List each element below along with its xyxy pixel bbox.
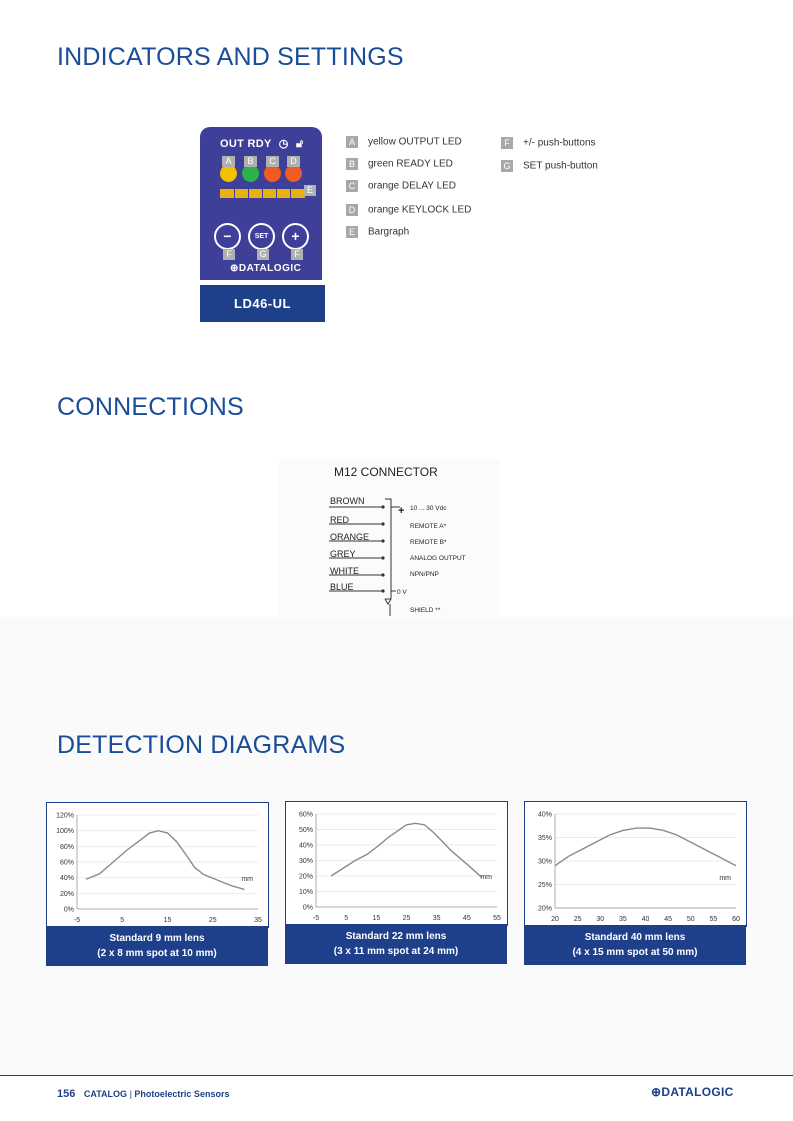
y-tick-label: 0% [63,906,74,914]
x-tick-label: 55 [709,916,718,923]
legend-item: E Bargraph [346,226,409,238]
x-tick-label: 15 [372,915,381,922]
wire-red: RED [330,515,350,525]
x-tick-label: 5 [120,917,125,924]
wire-grey: GREY [330,549,356,559]
datalogic-mark-icon: ⊕ [230,263,239,274]
section-title-indicators: INDICATORS AND SETTINGS [57,43,404,71]
desc-0v: 0 V [397,589,407,596]
x-tick-label: 35 [432,915,441,922]
desc-npn-pnp: NPN/PNP [410,571,439,578]
y-tick-label: 30% [298,858,313,865]
model-label: LD46-UL [200,285,325,322]
bargraph-label: E [304,185,316,196]
wire-brown: BROWN [330,496,365,506]
y-tick-label: 30% [537,858,552,866]
led-label-b: B [244,156,257,167]
x-tick-label: -5 [312,915,320,922]
chart-caption-9mm: Standard 9 mm lens (2 x 8 mm spot at 10 mm) [46,926,268,966]
page-number: 156 [57,1088,76,1100]
x-tick-label: 35 [618,916,627,923]
unit-label: mm [241,876,253,883]
x-tick-label: 45 [664,916,673,923]
footer-separator: | [129,1089,132,1099]
y-tick-label: 40% [298,842,313,850]
detection-curve [555,828,736,866]
x-tick-label: 50 [686,916,695,923]
y-tick-label: 10% [298,889,313,896]
y-tick-label: 0% [302,904,313,912]
y-tick-label: 100% [56,828,74,836]
wire-orange: ORANGE [330,532,370,542]
led-b [242,165,259,182]
y-tick-label: 40% [59,875,74,883]
y-tick-label: 25% [537,882,552,889]
y-tick-label: 120% [56,812,74,820]
x-tick-label: 5 [344,915,349,922]
section-title-detection: DETECTION DIAGRAMS [57,731,346,759]
legend-item: G SET push-button [501,160,598,172]
desc-shield: SHIELD ** [410,607,441,614]
x-tick-label: 25 [208,917,217,924]
detection-chart-9mm [46,802,269,928]
x-tick-label: 55 [493,915,501,922]
legend-item: B green READY LED [346,158,453,170]
m12-connector-diagram [279,459,500,616]
desc-remote-a: REMOTE A* [410,523,447,530]
legend-item: F +/- push-buttons [501,137,596,149]
legend-item: D orange KEYLOCK LED [346,204,471,216]
x-tick-label: 25 [573,916,582,923]
footer-section: Photoelectric Sensors [134,1089,230,1099]
led-a [220,165,237,182]
chart-svg [286,802,507,925]
desc-remote-b: REMOTE B* [410,539,447,546]
connector-wiring-svg [279,459,500,616]
chart-caption-22mm: Standard 22 mm lens (3 x 11 mm spot at 24 mm) [285,924,507,964]
button-label-set: G [257,249,269,260]
y-tick-label: 50% [298,827,313,834]
legend-item: C orange DELAY LED [346,180,456,192]
unit-label: mm [480,874,492,881]
desc-analog: ANALOG OUTPUT [410,555,466,562]
y-tick-label: 80% [59,843,74,851]
x-tick-label: 25 [402,915,411,922]
wire-white: WHITE [330,566,359,576]
x-tick-label: 15 [163,917,172,924]
x-tick-label: 30 [596,916,605,923]
button-label-minus: F [223,249,235,260]
detection-curve [86,831,244,890]
x-tick-label: 40 [641,916,650,923]
y-tick-label: 20% [537,905,552,913]
datalogic-logo-icon: ⊕ [651,1085,662,1099]
detection-curve [331,823,482,877]
x-tick-label: 20 [551,916,559,923]
device-top-labels: OUT RDY [220,138,272,150]
connector-title: M12 CONNECTOR [334,465,438,479]
chart-svg [525,802,746,926]
set-button: SET [248,223,275,250]
device-brand: DATALOGIC [238,263,302,274]
clock-icon: ◷ [278,138,289,150]
detection-chart-22mm [285,801,508,926]
plus-button: + [282,223,309,250]
desc-supply: 10 ... 30 Vdc [410,505,447,512]
lock-icon: 🔓︎ [296,138,304,150]
plus-sign: + [398,505,405,517]
x-tick-label: -5 [73,917,81,924]
footer-logo: ⊕DATALOGIC [651,1085,734,1099]
x-tick-label: 60 [732,916,740,923]
x-tick-label: 35 [254,917,262,924]
unit-label: mm [719,875,731,882]
y-tick-label: 60% [298,811,313,819]
led-d [285,165,302,182]
y-tick-label: 60% [59,859,74,867]
y-tick-label: 35% [537,835,552,842]
legend-item: A yellow OUTPUT LED [346,136,462,148]
chart-svg [47,803,268,927]
footer-rule [0,1075,793,1076]
minus-button: − [214,223,241,250]
footer [57,1088,229,1100]
led-label-d: D [287,156,300,167]
footer-catalog: CATALOG [83,1089,128,1099]
led-label-c: C [266,156,279,167]
y-tick-label: 20% [59,890,74,898]
detection-chart-40mm [524,801,747,927]
wire-blue: BLUE [330,582,354,592]
device-illustration [200,127,322,280]
y-tick-label: 20% [298,873,313,881]
section-title-connections: CONNECTIONS [57,393,244,421]
led-label-a: A [222,156,235,167]
bargraph [220,189,305,198]
chart-caption-40mm: Standard 40 mm lens (4 x 15 mm spot at 50 mm) [524,925,746,965]
x-tick-label: 45 [462,915,471,922]
led-c [264,165,281,182]
button-label-plus: F [291,249,303,260]
y-tick-label: 40% [537,811,552,819]
